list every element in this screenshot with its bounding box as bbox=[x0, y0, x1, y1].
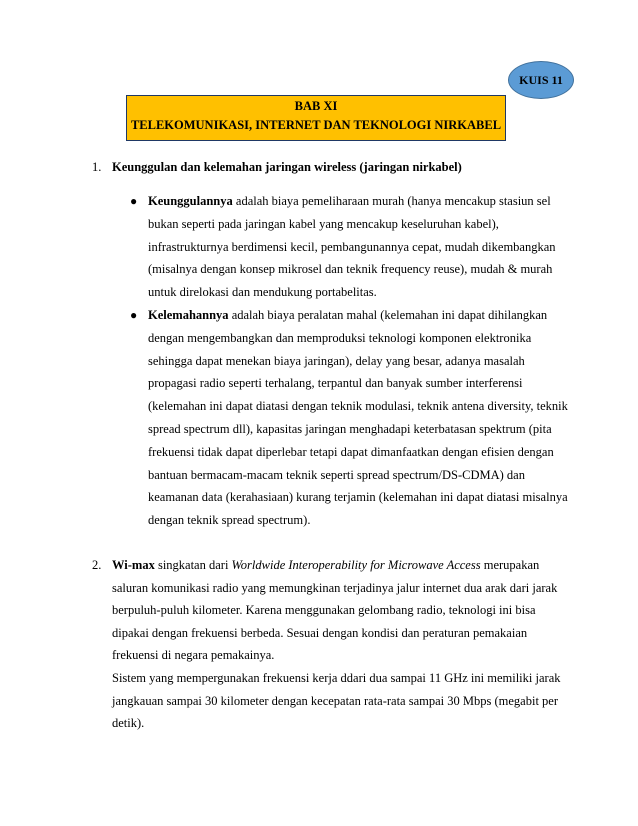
advantages-term: Keunggulannya bbox=[148, 194, 233, 208]
chapter-title: TELEKOMUNIKASI, INTERNET DAN TEKNOLOGI NIRKABEL bbox=[130, 118, 502, 132]
section-1-number: 1. bbox=[92, 160, 102, 174]
section-1-bullet-list bbox=[92, 190, 572, 532]
disadvantages-term: Kelemahannya bbox=[148, 307, 229, 322]
chapter-title-box bbox=[126, 95, 506, 141]
bullet-icon: ● bbox=[130, 307, 138, 322]
document-body bbox=[92, 156, 572, 735]
advantages-text: adalah biaya pemeliharaan murah (hanya mencakup stasiun sel bukan seperti pada jaringan kabel yang mencakup keseluruhan kabel), infrastrukturnya berdimensi kecil, pembangunannya cepat, mudah dikembangkan (misalnya dengan konsep mikrosel dan teknik frequency reuse), mudah & murah untuk direlokasi dan mendukung portabelitas. bbox=[148, 194, 556, 300]
section-2-paragraph-2: Sistem yang mempergunakan frekuensi kerja ddari dua sampai 11 GHz ini memiliki jarak jangkauan sampai 30 kilometer dengan kecepatan rata-rata sampai 30 Mbps (megabit per detik). bbox=[112, 670, 561, 731]
wimax-expansion: Worldwide Interoperability for Microwave Access bbox=[231, 557, 481, 572]
section-2-paragraph-1 bbox=[112, 554, 572, 667]
wimax-post: merupakan saluran komunikasi radio yang memungkinan terjadinya jalur internet dua arak dari jarak berpuluh-puluh kilometer. Karena menggunakan gelombang radio, teknologi ini bisa dipakai dengan frekuensi berbeda. Sesuai dengan kondisi dan peraturan pemakaian frekuensi di negara pemakainya. bbox=[112, 557, 558, 663]
disadvantages-text: adalah biaya peralatan mahal (kelemahan ini dapat dihilangkan dengan mengembangkan dan memproduksi teknologi komponen elektronika sehingga dapat menekan biaya jaringan), delay yang besar, adanya masalah propagasi radio seperti terhalang, terpantul dan banyak sumber interferensi (kelemahan ini dapat diatasi dengan teknik modulasi, teknik antena diversity, teknik spread spectrum dll), kapasitas jaringan menghadapi keterbatasan spektrum (pita frekuensi tidak dapat diperlebar tetapi dapat dimanfaatkan dengan efisien dengan bantuan bermacam-macam teknik seperti spread spectrum/DS-CDMA) dan keamanan data (kerahasiaan) kurang terjamin (kelemahan ini dapat diatasi misalnya dengan teknik spread spectrum). bbox=[148, 307, 568, 528]
section-1 bbox=[92, 156, 572, 178]
bullet-advantages bbox=[92, 190, 572, 304]
chapter-number: BAB XI bbox=[294, 99, 338, 113]
section-2 bbox=[92, 554, 572, 735]
section-2-number: 2. bbox=[92, 557, 102, 572]
section-1-title: Keunggulan dan kelemahan jaringan wireless (jaringan nirkabel) bbox=[112, 160, 462, 174]
bullet-disadvantages bbox=[92, 304, 572, 532]
wimax-term: Wi-max bbox=[112, 557, 155, 572]
wimax-pre: singkatan dari bbox=[154, 557, 232, 572]
bullet-icon: ● bbox=[130, 194, 138, 208]
quiz-badge bbox=[508, 61, 574, 99]
quiz-badge-label: KUIS 11 bbox=[519, 72, 563, 87]
